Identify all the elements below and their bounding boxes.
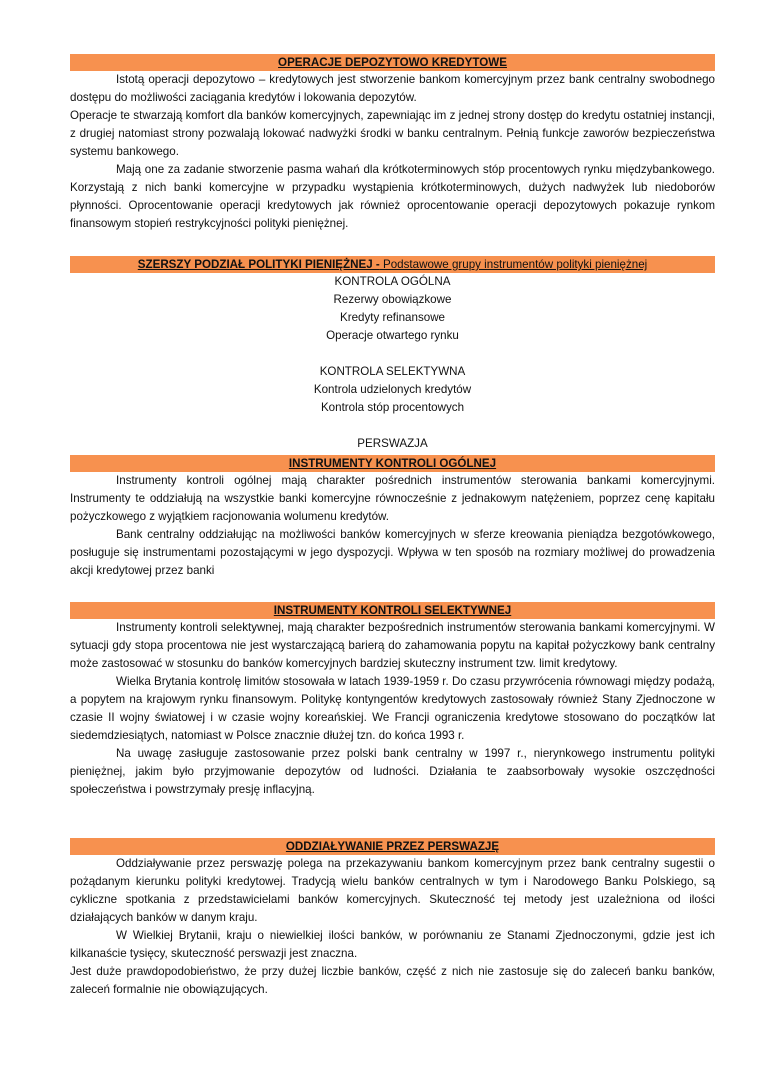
paragraph: Wielka Brytania kontrolę limitów stosowała w latach 1939-1959 r. Do czasu przywrócenia równowagi między podażą, a popytem na krajowym rynku finansowym. Politykę kontyngentów kredytowych zastosowały również Stany Zjednoczone w czasie II wojny światowej i w czasie wojny koreańskiej. We Francji ograniczenia kredytowe stosowano do początków lat siedemdziesiątych, natomiast w Polsce znacznie dłużej tzn. do końca 1993 r. xyxy=(70,675,715,742)
list-item: KONTROLA SELEKTYWNA xyxy=(319,365,466,378)
section-persuasion xyxy=(70,838,715,999)
instrument-list xyxy=(70,273,715,453)
section-selective-control xyxy=(70,602,715,799)
section-title-bold: SZERSZY PODZIAŁ POLITYKI PIENIĘŻNEJ - xyxy=(137,258,380,271)
section-title xyxy=(70,256,715,273)
section-title: INSTRUMENTY KONTROLI SELEKTYWNEJ xyxy=(70,602,715,619)
section-title: ODDZIAŁYWANIE PRZEZ PERSWAZJĘ xyxy=(70,838,715,855)
section-title: OPERACJE DEPOZYTOWO KREDYTOWE xyxy=(70,54,715,71)
list-item: KONTROLA OGÓLNA xyxy=(334,275,451,288)
paragraph: Operacje te stwarzają komfort dla banków komercyjnych, zapewniając im z jednej strony dostęp do kredytu ostatniej instancji, z drugiej natomiast strony pozwalają lokować nadwyżki środki w banku centralnym. Pełnią funkcje zaworów bezpieczeństwa systemu bankowego. xyxy=(70,109,715,158)
paragraph: Istotą operacji depozytowo – kredytowych jest stworzenie bankom komercyjnym przez bank centralny swobodnego dostępu do możliwości zaciągania kredytów i lokowania depozytów. xyxy=(70,73,715,104)
paragraph: Bank centralny oddziałując na możliwości banków komercyjnych w sferze kreowania pieniądza bezgotówkowego, posługuje się instrumentami pozostającymi w jego dyspozycji. Wpływa w ten sposób na rozmiary możliwej do prowadzenia akcji kredytowej przez banki xyxy=(70,528,715,577)
list-item: Kredyty refinansowe xyxy=(339,311,446,324)
section-policy-division xyxy=(70,256,715,453)
paragraph: Na uwagę zasługuje zastosowanie przez polski bank centralny w 1997 r., nierynkowego instrumentu polityki pieniężnej, jakim było przyjmowanie depozytów od ludności. Działania te zaabsorbowały wysokie oszczędności społeczeństwa i powstrzymały presję inflacyjną. xyxy=(70,747,715,796)
list-item: Operacje otwartego rynku xyxy=(326,329,459,342)
paragraph: Jest duże prawdopodobieństwo, że przy dużej liczbie banków, część z nich nie zastosuje się do zaleceń banku banków, zaleceń formalnie nie obowiązujących. xyxy=(70,965,715,996)
section-deposit-credit xyxy=(70,54,715,233)
paragraph: Instrumenty kontroli selektywnej, mają charakter bezpośrednich instrumentów sterowania bankami komercyjnymi. W sytuacji gdy stopa procentowa nie jest wystarczającą barierą do zahamowania popytu na kapitał pożyczkowy bank centralny może zastosować w stosunku do banków komercyjnych bardziej skuteczny instrument tzw. limit kredytowy. xyxy=(70,621,715,670)
section-general-control xyxy=(70,455,715,580)
list-item: PERSWAZJA xyxy=(357,437,428,450)
paragraph: W Wielkiej Brytanii, kraju o niewielkiej ilości banków, w porównaniu ze Stanami Zjednoczonymi, gdzie jest ich kilkanaście tysięcy, skuteczność perswazji jest znaczna. xyxy=(70,929,715,960)
paragraph: Mają one za zadanie stworzenie pasma wahań dla krótkoterminowych stóp procentowych rynku międzybankowego. Korzystają z nich banki komercyjne w przypadku wystąpienia krótkoterminowych, dużych nadwyżek lub niedoborów płynności. Oprocentowanie operacji kredytowych jak również oprocentowanie operacji depozytowych pokazuje rynkom finansowym stopień restrykcyjności polityki pieniężnej. xyxy=(70,163,715,230)
paragraph: Oddziaływanie przez perswazję polega na przekazywaniu bankom komercyjnym przez bank centralny sugestii o pożądanym kierunku polityki kredytowej. Tradycją wielu banków centralnych w tym i Narodowego Banku Polskiego, są cykliczne spotkania z przedstawicielami banków komercyjnych. Skuteczność tej metody jest uzależniona od ilości działających banków w danym kraju. xyxy=(70,857,715,924)
list-item: Kontrola stóp procentowych xyxy=(320,401,465,414)
paragraph: Instrumenty kontroli ogólnej mają charakter pośrednich instrumentów sterowania bankami komercyjnymi. Instrumenty te oddziałują na wszystkie banki komercyjne równocześnie z jednakowym natężeniem, poprzez cenę kapitału pożyczkowego z wyjątkiem racjonowania wolumenu kredytów. xyxy=(70,474,715,523)
section-title-rest: Podstawowe grupy instrumentów polityki pieniężnej xyxy=(383,258,648,271)
list-item: Rezerwy obowiązkowe xyxy=(333,293,452,306)
section-title: INSTRUMENTY KONTROLI OGÓLNEJ xyxy=(70,455,715,472)
list-item: Kontrola udzielonych kredytów xyxy=(313,383,472,396)
